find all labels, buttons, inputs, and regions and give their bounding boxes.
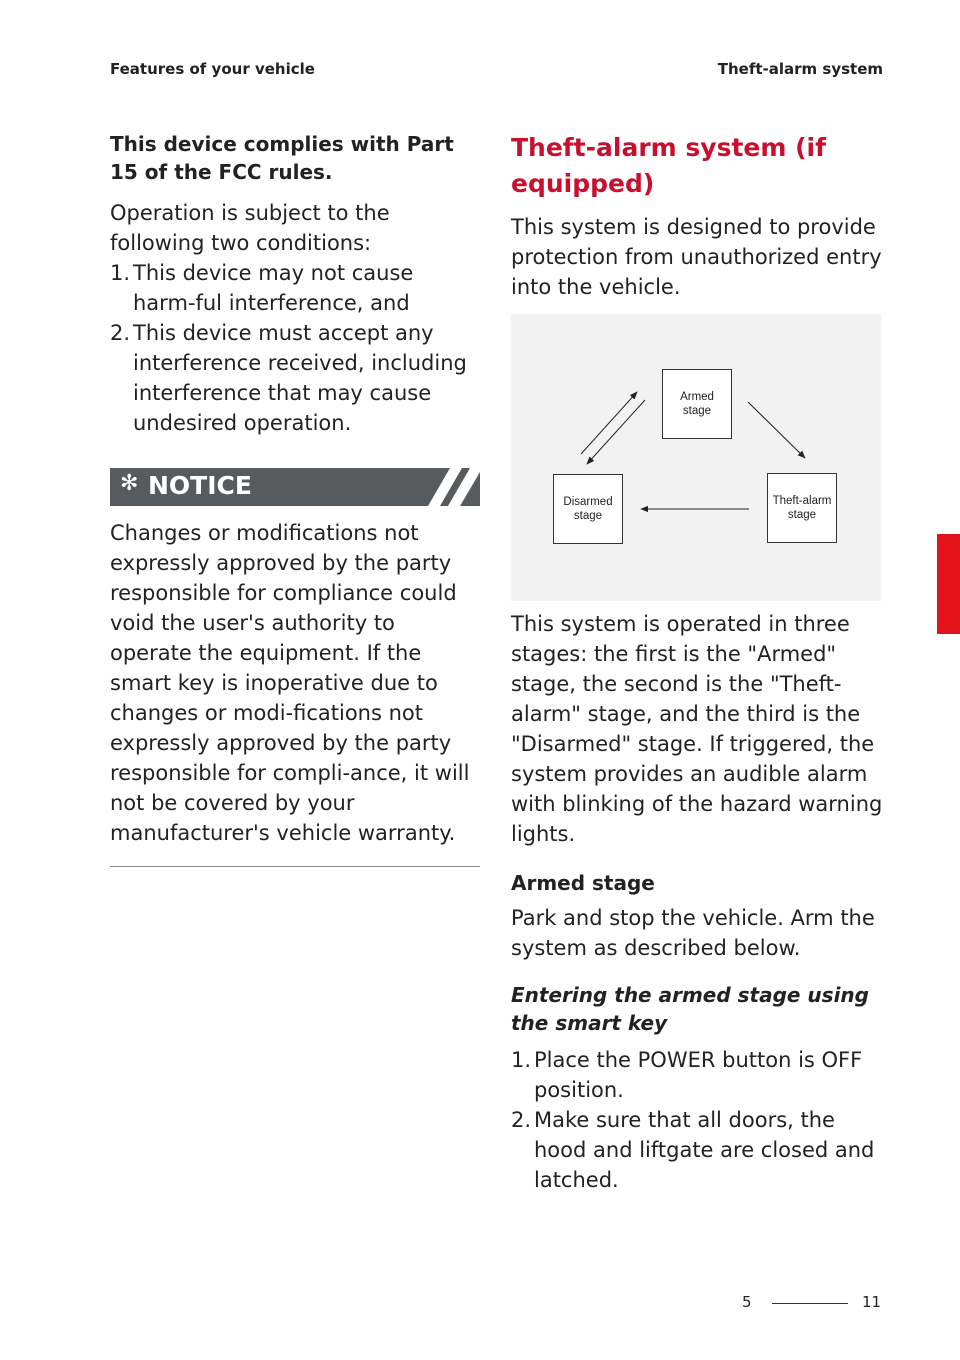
armed-stage-heading: Armed stage: [511, 871, 655, 895]
theft-alarm-stage-box: Theft-alarm stage: [767, 473, 837, 543]
arrow-armed-to-theft: [748, 402, 805, 458]
list-item: 2. Make sure that all doors, the hood and liftgate are closed and latched.: [511, 1108, 875, 1192]
asterisk-icon: ✻: [120, 471, 139, 496]
arming-steps-list: [511, 1045, 883, 1195]
armed-stage-text: Park and stop the vehicle. Arm the system as described below.: [511, 906, 875, 960]
section-title: Theft-alarm system (if equipped): [511, 133, 826, 198]
disarmed-stage-box: Disarmed stage: [553, 474, 623, 544]
list-item: 1. Place the POWER button is OFF position.: [511, 1048, 863, 1102]
right-column: [511, 130, 883, 1195]
running-header-topic: Theft-alarm system: [717, 60, 883, 78]
slash-stripes-icon: [410, 468, 480, 506]
left-column: [110, 130, 480, 867]
footer-divider: [772, 1303, 848, 1304]
fcc-intro: Operation is subject to the following two conditions:: [110, 201, 390, 255]
entering-armed-heading: Entering the armed stage using the smart key: [511, 983, 869, 1035]
alarm-stage-diagram: [511, 314, 881, 601]
notice-body: Changes or modifications not expressly approved by the party responsible for compliance could void the user's authority to operate the equipment. If the smart key is inoperative due to changes or modi-fications not expressly approved by the party responsible for compli-ance, it will not be covered by your manufacturer's vehicle warranty.: [110, 521, 470, 845]
armed-stage-box: Armed stage: [662, 369, 732, 439]
fcc-conditions-list: [110, 258, 480, 438]
notice-end-rule: [110, 866, 480, 867]
footer-page-number: 11: [862, 1293, 882, 1311]
list-item: 2. This device must accept any interference received, including interference that may cause undesired operation.: [110, 321, 467, 435]
stages-description: This system is operated in three stages: the first is the "Armed" stage, the second is the "Theft-alarm" stage, and the third is the "Disarmed" stage. If triggered, the system provides an audible alarm with blinking of the hazard warning lights.: [511, 612, 883, 846]
running-header-section: Features of your vehicle: [110, 60, 315, 78]
notice-title: NOTICE: [148, 471, 252, 500]
diagram-arrows: [511, 314, 881, 601]
arrow-armed-to-disarmed: [587, 400, 645, 464]
fcc-heading: This device complies with Part 15 of the FCC rules.: [110, 132, 454, 184]
arrow-disarmed-to-armed: [581, 392, 637, 454]
section-intro: This system is designed to provide protection from unauthorized entry into the vehicle.: [511, 215, 882, 299]
chapter-tab-label: 5: [939, 607, 953, 631]
notice-bar: [110, 468, 480, 506]
footer-chapter-number: 5: [742, 1293, 752, 1311]
list-item: 1. This device may not cause harm-ful interference, and: [110, 261, 414, 315]
